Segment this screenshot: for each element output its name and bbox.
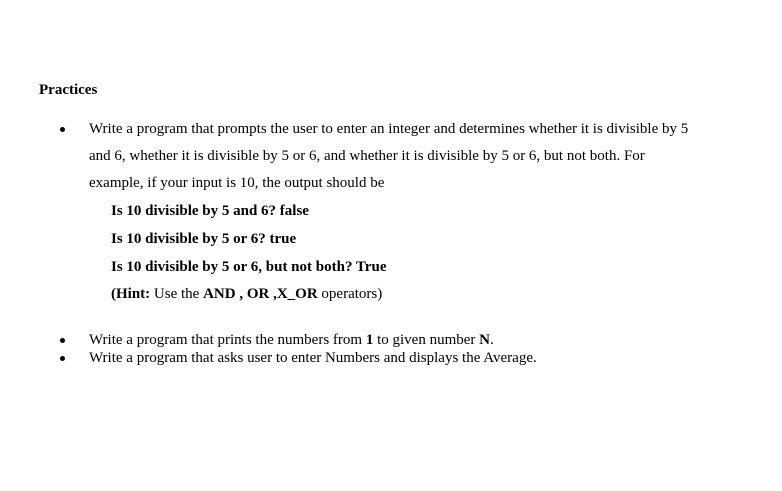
- hint-line: [111, 284, 382, 304]
- output-line-1: Is 10 divisible by 5 and 6? false: [111, 203, 309, 219]
- item2-line: [89, 330, 494, 350]
- section-heading: Practices: [39, 82, 98, 98]
- bullet-point-1: [60, 119, 65, 132]
- bullet-point-2: [60, 330, 65, 343]
- hint-use-text: Use the: [150, 286, 204, 302]
- item2-text-a: Write a program that prints the numbers from: [89, 332, 366, 348]
- item2-letter-n: N: [479, 332, 490, 348]
- item2-number-one: 1: [365, 332, 374, 348]
- item1-line3: example, if your input is 10, the output should be: [89, 175, 385, 191]
- item1-line2: and 6, whether it is divisible by 5 or 6, and whether it is divisible by 5 or 6, but not both. For: [89, 148, 645, 164]
- item1-line1: Write a program that prompts the user to enter an integer and determines whether it is divisible by 5: [89, 121, 689, 137]
- hint-open-paren: (: [111, 286, 116, 302]
- output-line-2: Is 10 divisible by 5 or 6? true: [111, 231, 297, 247]
- hint-close-text: operators): [317, 286, 383, 302]
- hint-label: Hint:: [116, 286, 151, 302]
- item3-line: Write a program that asks user to enter Numbers and displays the Average.: [89, 350, 537, 366]
- item2-text-c: .: [490, 332, 494, 348]
- output-line-3: Is 10 divisible by 5 or 6, but not both? True: [111, 259, 387, 275]
- item2-text-b: to given number: [373, 332, 480, 348]
- hint-operators: AND , OR ,X_OR: [203, 286, 318, 302]
- bullet-point-3: [60, 348, 65, 361]
